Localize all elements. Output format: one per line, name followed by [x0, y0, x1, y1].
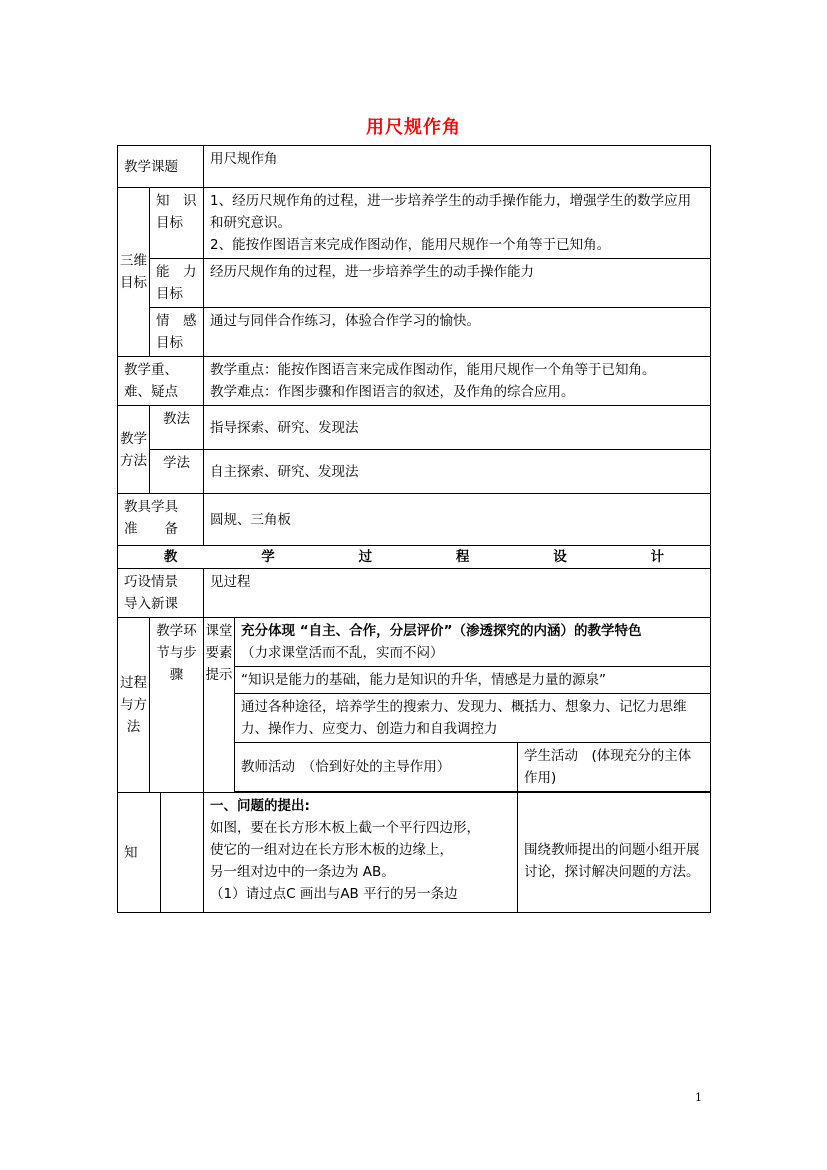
teach-method-label: 教法	[150, 406, 204, 450]
process-header	[118, 546, 711, 569]
teacher-activity-label: 教师活动 （恰到好处的主导作用）	[235, 743, 518, 792]
student-activity-label: 学生活动 (体现充分的主体作用)	[518, 743, 711, 792]
three-goals-label: 三维目标	[118, 188, 150, 357]
intro-label: 巧设情景 导入新课	[118, 569, 204, 618]
knowledge-row-steps	[161, 793, 204, 913]
knowledge-goal-text: 1、经历尺规作角的过程，进一步培养学生的动手操作能力，增强学生的数学应用和研究意识。 2、能按作图语言来完成作图动作，能用尺规作一个角等于已知角。	[204, 188, 711, 259]
skills-text: 通过各种途径，培养学生的搜索力、发现力、概括力、想象力、记忆力思维力、操作力、应变力、创造力和自我调控力	[235, 694, 711, 743]
student-discussion-text: 围绕教师提出的问题小组开展 讨论，探讨解决问题的方法。	[518, 793, 711, 913]
tools-label: 教具学具 准 备	[118, 494, 204, 546]
lesson-topic-value: 用尺规作角	[204, 146, 711, 188]
steps-label: 教学环节与步骤	[150, 618, 204, 793]
ability-goal-label: 能 力 目标	[150, 259, 204, 308]
document-title: 用尺规作角	[366, 117, 461, 138]
emotion-goal-label: 情 感 目标	[150, 308, 204, 357]
process-header-char: 学	[261, 549, 275, 565]
teach-method-value: 指导探索、研究、发现法	[204, 406, 711, 450]
quote-text: “知识是能力的基础，能力是知识的升华，情感是力量的源泉”	[235, 667, 711, 694]
feature-text: 充分体现 “自主、合作，分层评价”（渗透探究的内涵）的教学特色 （力求课堂活而不乱，实而不闷）	[235, 618, 711, 667]
key-points-label: 教学重、 难、疑点	[118, 357, 204, 406]
process-header-char: 教	[163, 549, 178, 565]
lesson-topic-label: 教学课题	[118, 146, 204, 188]
elements-label: 课堂要素提示	[204, 618, 235, 793]
learn-method-label: 学法	[150, 450, 204, 494]
knowledge-goal-label: 知 识 目标	[150, 188, 204, 259]
process-method-label: 过程与方法	[118, 618, 150, 793]
tools-value: 圆规、三角板	[204, 494, 711, 546]
ability-goal-text: 经历尺规作角的过程，进一步培养学生的动手操作能力	[204, 259, 711, 308]
emotion-goal-text: 通过与同伴合作练习，体验合作学习的愉快。	[204, 308, 711, 357]
page-number: 1	[695, 1091, 702, 1104]
process-header-char: 计	[650, 549, 665, 565]
process-header-char: 过	[358, 549, 373, 565]
process-header-char: 程	[455, 549, 470, 565]
lesson-plan-table	[117, 145, 710, 913]
methods-label: 教学方法	[118, 406, 150, 494]
learn-method-value: 自主探索、研究、发现法	[204, 450, 711, 494]
process-header-char: 设	[553, 549, 567, 565]
intro-value: 见过程	[204, 569, 711, 618]
key-points-text: 教学重点：能按作图语言来完成作图动作，能用尺规作一个角等于已知角。 教学难点：作图步骤和作图语言的叙述，及作角的综合应用。	[204, 357, 711, 406]
knowledge-row-label: 知	[118, 793, 161, 913]
problem-text: 一、问题的提出: 如图，要在长方形木板上截一个平行四边形， 使它的一组对边在长方形木板的边缘上， 另一组对边中的一条边为 AB。 （1）请过点C 画出与AB 平行的另一条边	[204, 793, 518, 913]
